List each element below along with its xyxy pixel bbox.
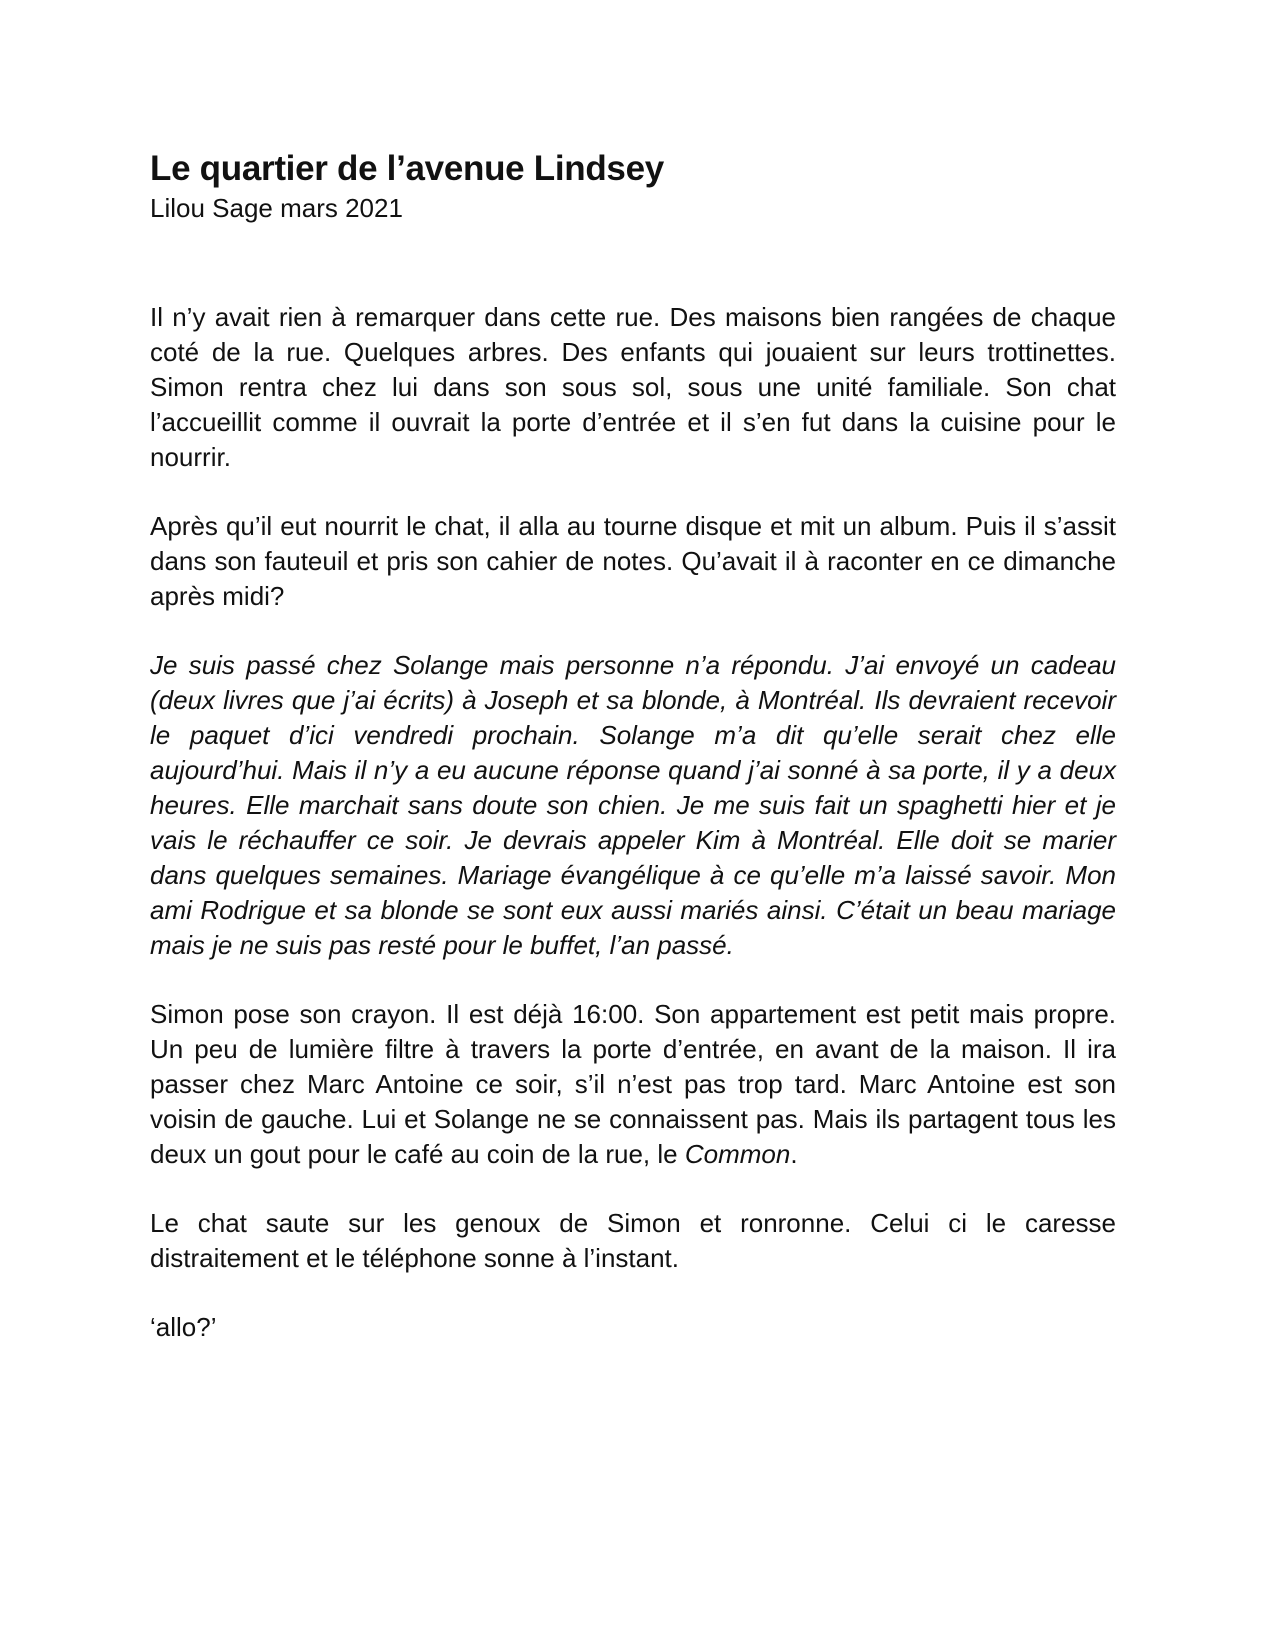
- cafe-name: Common: [684, 1139, 791, 1169]
- document-body: [150, 300, 1116, 1345]
- paragraph-1: Il n’y avait rien à remarquer dans cette rue. Des maisons bien rangées de chaque coté de la rue. Quelques arbres. Des enfants qui jouaient sur leurs trottinettes. Simon rentra chez lui dans son sous sol, sous une unité familiale. Son chat l’accueillit comme il ouvrait la porte d’entrée et il s’en fut dans la cuisine pour le nourrir.: [150, 302, 1116, 472]
- document-byline: Lilou Sage mars 2021: [150, 193, 403, 223]
- paragraph-2: Après qu’il eut nourrit le chat, il alla au tourne disque et mit un album. Puis il s’assit dans son fauteuil et pris son cahier de notes. Qu’avait il à raconter en ce dimanche après midi?: [150, 511, 1116, 611]
- paragraph-4-end: .: [790, 1139, 798, 1169]
- paragraph-5: Le chat saute sur les genoux de Simon et ronronne. Celui ci le caresse distraitement et le téléphone sonne à l’instant.: [150, 1208, 1116, 1273]
- document-page: [150, 148, 1116, 1379]
- paragraph-3-notebook-entry: Je suis passé chez Solange mais personne n’a répondu. J’ai envoyé un cadeau (deux livres que j’ai écrits) à Joseph et sa blonde, à Montréal. Ils devraient recevoir le paquet d’ici vendredi prochain. Solange m’a dit qu’elle serait chez elle aujourd’hui. Mais il n’y a eu aucune réponse quand j’ai sonné à sa porte, il y a deux heures. Elle marchait sans doute son chien. Je me suis fait un spaghetti hier et je vais le réchauffer ce soir. Je devrais appeler Kim à Montréal. Elle doit se marier dans quelques semaines. Mariage évangélique à ce qu’elle m’a laissé savoir. Mon ami Rodrigue et sa blonde se sont eux aussi mariés ainsi. C’était un beau mariage mais je ne suis pas resté pour le buffet, l’an passé.: [150, 650, 1116, 960]
- paragraph-6-dialogue: ‘allo?’: [150, 1312, 217, 1342]
- paragraph-4-text: Simon pose son crayon. Il est déjà 16:00. Son appartement est petit mais propre. Un peu de lumière filtre à travers la porte d’entrée, en avant de la maison. Il ira passer chez Marc Antoine ce soir, s’il n’est pas trop tard. Marc Antoine est son voisin de gauche. Lui et Solange ne se connaissent pas. Mais ils partagent tous les deux un gout pour le café au coin de la rue, le: [150, 999, 1116, 1169]
- document-title: Le quartier de l’avenue Lindsey: [150, 149, 664, 188]
- paragraph-4: [150, 997, 1116, 1172]
